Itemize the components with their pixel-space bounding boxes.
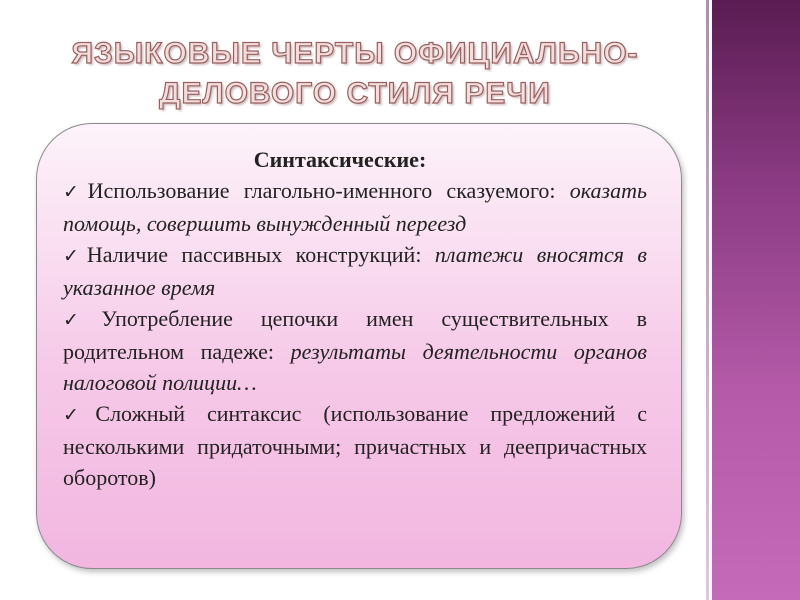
slide-title — [40, 34, 670, 114]
checkmark-icon: ✓ — [63, 404, 96, 426]
item-example: платежи вносятся в указанное время — [63, 242, 647, 300]
item-example: оказать помощь, совершить вынужденный переезд — [63, 178, 647, 236]
checkmark-icon: ✓ — [63, 245, 87, 267]
side-decorative-band — [712, 0, 800, 600]
item-text: Использование глагольно-именного сказуемого: — [87, 178, 570, 203]
item-text: Сложный синтаксис (использование предложений с несколькими придаточными; причастных и деепричастных оборотов) — [63, 401, 648, 490]
list-item — [63, 175, 647, 239]
item-text: Употребление цепочки имен существительных в родительном падеже: — [63, 306, 647, 364]
list-item — [63, 239, 647, 303]
checkmark-icon: ✓ — [63, 309, 102, 331]
card-heading: Синтаксические: — [253, 147, 427, 172]
slide-title-line-2: ДЕЛОВОГО СТИЛЯ РЕЧИ — [159, 77, 551, 110]
item-text: Наличие пассивных конструкций: — [86, 242, 435, 267]
list-item — [63, 303, 647, 398]
slide-title-line-1: ЯЗЫКОВЫЕ ЧЕРТЫ ОФИЦИАЛЬНО- — [71, 37, 639, 70]
content-card — [36, 123, 682, 569]
item-example: результаты деятельности органов налоговой полиции… — [63, 339, 647, 395]
side-divider-line — [706, 0, 709, 600]
checkmark-icon: ✓ — [63, 181, 88, 203]
list-item — [63, 398, 647, 493]
